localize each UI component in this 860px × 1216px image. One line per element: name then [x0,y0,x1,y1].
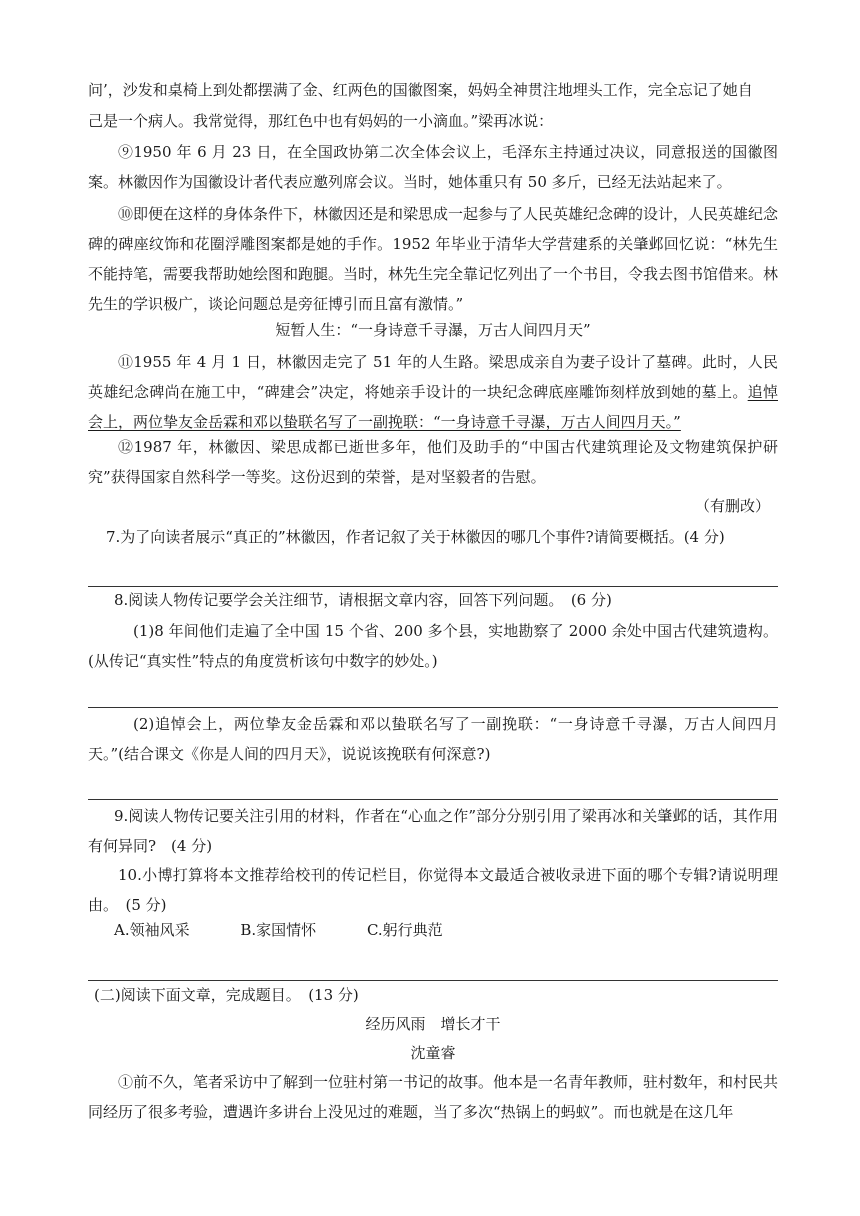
article-author: 沈童睿 [410,1044,456,1062]
section-title-short-life: 短暂人生：“一身诗意千寻瀑，万古人间四月天” [275,321,591,339]
edit-note: （有删改） [694,497,770,515]
paragraph-continued-line-2: 己是一个病人。我常觉得，那红色中也有妈妈的一小滴血。”梁再冰说： [88,112,554,130]
option-b: B.家国情怀 [240,921,317,939]
answer-line-q8-2 [88,799,778,800]
paragraph-11-text: ⑪1955 年 4 月 1 日，林徽因走完了 51 年的人生路。梁思成亲自为妻子设计了墓碑。此时，人民英雄纪念碑尚在施工中，“碑建会”决定，将她亲手设计的一块纪念碑底座雕饰刻样放到她的墓上。 [88,353,778,401]
paragraph-10: ⑩即便在这样的身体条件下，林徽因还是和梁思成一起参与了人民英雄纪念碑的设计，人民英雄纪念碑的碑座纹饰和花圈浮雕图案都是她的手作。1952 年毕业于清华大学营建系的关肇邺回忆说：“林先生不能持笔，需要我帮助她绘图和跑腿。当时，林先生完全靠记忆列出了一个书目，令我去图书馆借来。林先生的学识极广，谈论问题总是旁征博引而且富有激情。” [88,205,779,313]
paragraph-9: ⑨1950 年 6 月 23 日，在全国政协第二次全体会议上，毛泽东主持通过决议，同意报送的国徽图案。林徽因作为国徽设计者代表应邀列席会议。当时，她体重只有 50 多斤，已经无法站起来了。 [88,143,778,191]
answer-line-q7 [88,586,778,587]
question-9: 9.阅读人物传记要关注引用的材料，作者在“心血之作”部分分别引用了梁再冰和关肇邺的话，其作用有何异同? (4 分) [88,807,778,855]
answer-line-q10 [88,980,778,981]
option-a: A.领袖风采 [114,921,190,939]
question-7: 7.为了向读者展示“真正的”林徽因，作者记叙了关于林徽因的哪几个事件?请简要概括。(4 分) [106,528,725,546]
question-10: 10.小博打算将本文推荐给校刊的传记栏目，你觉得本文最适合被收录进下面的哪个专辑?请说明理由。 (5 分) [88,866,778,914]
question-8: 8.阅读人物传记要学会关注细节，请根据文章内容，回答下列问题。 (6 分) [114,591,612,609]
paragraph-11-underlined-sentence: 追悼会上，两位挚友金岳霖和邓以蛰联名写了一副挽联：“一身诗意千寻瀑，万古人间四月天。” [88,383,778,431]
paragraph-12: ⑫1987 年，林徽因、梁思成都已逝世多年，他们及助手的“中国古代建筑理论及文物建筑保护研究”获得国家自然科学一等奖。这份迟到的荣誉，是对坚毅者的告慰。 [88,438,778,486]
article-title: 经历风雨 增长才干 [365,1015,501,1033]
paragraph-11 [88,347,778,437]
question-8-part-1: (1)8 年间他们走遍了全中国 15 个省、200 多个县，实地勘察了 2000 余处中国古代建筑遗构。(从传记“真实性”特点的角度赏析该句中数字的妙处。) [88,622,778,670]
question-8-part-2: (2)追悼会上，两位挚友金岳霖和邓以蛰联名写了一副挽联：“一身诗意千寻瀑，万古人间四月天。”(结合课文《你是人间的四月天》，说说该挽联有何深意?) [88,715,778,763]
article-paragraph-1: ①前不久，笔者采访中了解到一位驻村第一书记的故事。他本是一名青年教师，驻村数年，和村民共同经历了很多考验，遭遇许多讲台上没见过的难题，当了多次“热锅上的蚂蚁”。而也就是在这几年 [88,1073,779,1121]
section-2-heading: (二)阅读下面文章，完成题目。 (13 分) [94,986,359,1004]
option-c: C.躬行典范 [366,921,443,939]
question-10-options [114,920,778,940]
paragraph-continued-line-1: 问’，沙发和桌椅上到处都摆满了金、红两色的国徽图案，妈妈全神贯注地埋头工作，完全忘记了她自 [88,81,753,99]
answer-line-q8-1 [88,707,778,708]
